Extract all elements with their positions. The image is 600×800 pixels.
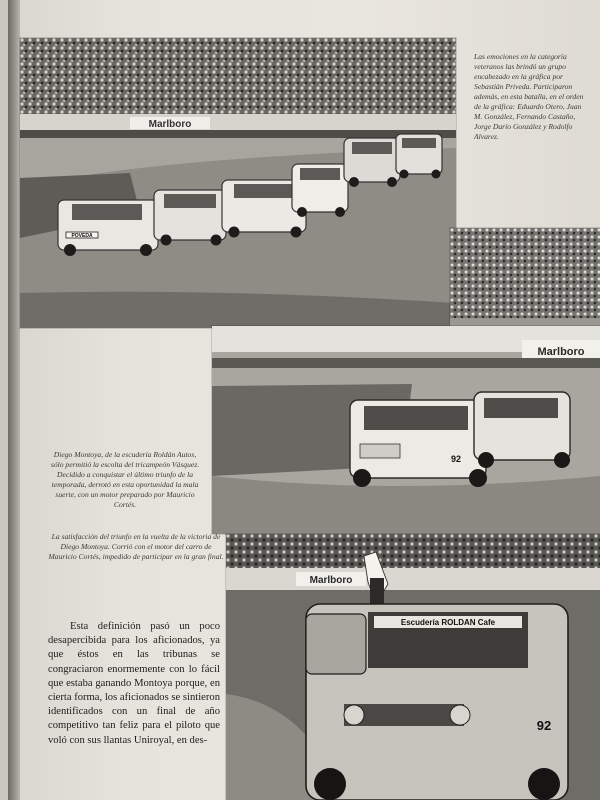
race-car-escort xyxy=(474,392,570,468)
marlboro-banner-1: Marlboro xyxy=(148,119,192,130)
photo-montoya-race xyxy=(212,326,600,534)
race-car-2 xyxy=(154,190,226,246)
car-plate: POVEDA xyxy=(71,233,93,239)
photo-crowd-right xyxy=(450,228,600,336)
race-car-5 xyxy=(344,138,400,187)
photo-victory-lap xyxy=(226,534,600,800)
caption-victory-lap: La satisfacción del triunfo en la vuelta de la victoria de Diego Montoya. Corrió con el motor del carro de Mauricio Cortés, impedido de participar en la gran final. xyxy=(48,532,224,561)
article-body-paragraph: Esta definición pasó un poco desapercibida para los aficionados, ya que éstos en las tribunas se congraciaron enormemente con lo fácil que estaba ganando Montoya porque, en cierta forma, los aficionados se sintieron identificados con un final de año competitivo tan feliz para el piloto que voló con sus llantas Uniroyal, en des- xyxy=(48,621,220,746)
marlboro-banner-3: Marlboro xyxy=(309,575,353,586)
race-car-victory xyxy=(306,604,568,800)
page-binding-shadow xyxy=(8,0,20,800)
magazine-page xyxy=(8,0,600,800)
marlboro-banner-2: Marlboro xyxy=(537,346,585,358)
caption-veterans: Las emociones en la categoría veteranos las brindó un grupo encabezado en la gráfica por Sebastián Priveda. Participaron además, en esta batalla, en el orden de la gráfica: Eduardo Otero, Juan M. González, Fernando Castaño, Jorge Darío González y Rodolfo Alvarez. xyxy=(474,52,584,141)
race-car-montoya-92 xyxy=(350,400,487,487)
race-car-lead xyxy=(58,200,158,256)
photo-veterans-race xyxy=(20,38,456,328)
car-number-92-mid: 92 xyxy=(450,454,462,464)
car-number-92-front: 92 xyxy=(536,718,552,733)
windshield-banner: Escudería ROLDAN Cafe xyxy=(400,618,496,627)
caption-montoya: Diego Montoya, de la escudería Roldán Autos, sólo permitió la escolta del tricampeón Vásquez. Decidido a conquistar el último triunfo de la temporada, derrotó en esta oportunidad la mala suerte, con un motor preparado por Mauricio Cortés. xyxy=(50,450,200,509)
race-car-6 xyxy=(396,134,442,179)
race-car-4 xyxy=(292,164,348,217)
